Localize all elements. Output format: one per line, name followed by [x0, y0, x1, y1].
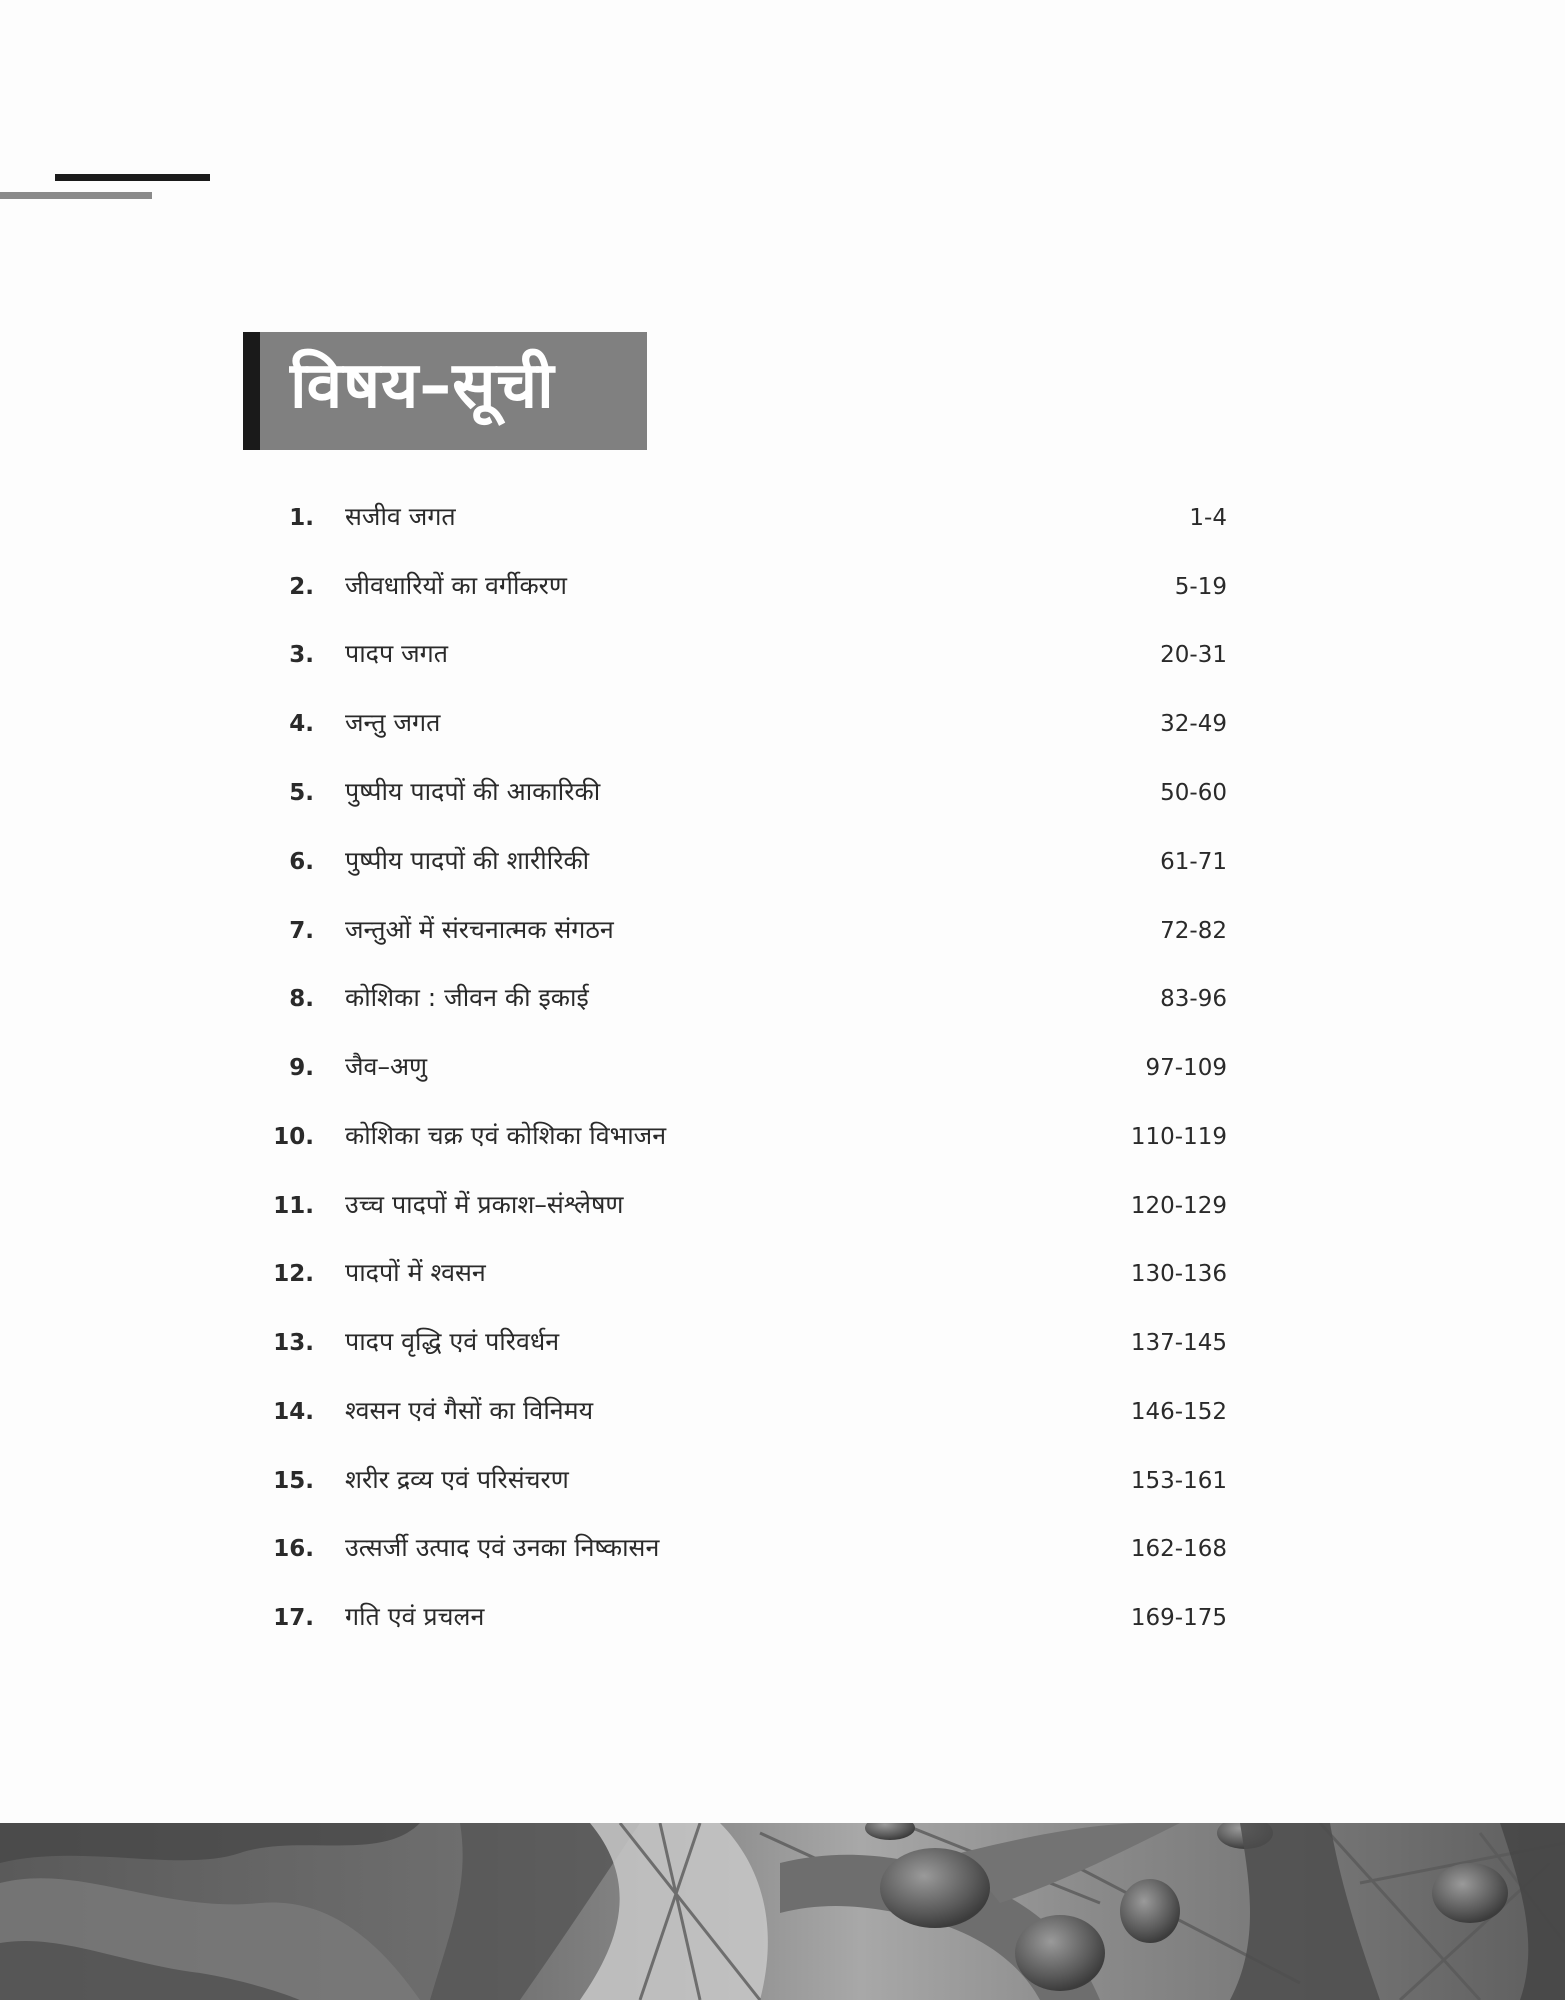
page-range: 50-60 [1160, 780, 1227, 806]
page-range: 137-145 [1130, 1330, 1227, 1356]
chapter-number: 16. [273, 1536, 314, 1562]
chapter-number: 4. [289, 711, 314, 737]
page-range: 61-71 [1160, 849, 1227, 875]
toc-row[interactable] [0, 501, 1565, 541]
chapter-number: 14. [273, 1399, 314, 1425]
chapter-title[interactable]: पादप वृद्धि एवं परिवर्धन [345, 1327, 560, 1356]
chapter-title[interactable]: पुष्पीय पादपों की आकारिकी [345, 777, 601, 806]
botanical-photo-icon [0, 1823, 1565, 2000]
toc-row[interactable] [0, 914, 1565, 954]
toc-row[interactable] [0, 1051, 1565, 1091]
page-range: 32-49 [1160, 711, 1227, 737]
chapter-number: 15. [273, 1468, 314, 1494]
page-title: विषय–सूची [290, 349, 555, 423]
toc-row[interactable] [0, 1189, 1565, 1229]
toc-row[interactable] [0, 776, 1565, 816]
chapter-number: 3. [289, 642, 314, 668]
title-box [243, 332, 647, 450]
chapter-number: 7. [289, 918, 314, 944]
chapter-number: 9. [289, 1055, 314, 1081]
chapter-title[interactable]: पुष्पीय पादपों की शारीरिकी [345, 846, 590, 875]
chapter-number: 10. [273, 1124, 314, 1150]
toc-row[interactable] [0, 1257, 1565, 1297]
page-range: 97-109 [1145, 1055, 1227, 1081]
chapter-number: 13. [273, 1330, 314, 1356]
page-range: 1-4 [1189, 505, 1227, 531]
chapter-title[interactable]: सजीव जगत [345, 502, 456, 531]
chapter-number: 5. [289, 780, 314, 806]
chapter-title[interactable]: उच्च पादपों में प्रकाश–संश्लेषण [345, 1190, 624, 1219]
page-range: 169-175 [1130, 1605, 1227, 1631]
chapter-title[interactable]: पादप जगत [345, 639, 448, 668]
chapter-title[interactable]: जैव–अणु [345, 1052, 428, 1081]
toc-row[interactable] [0, 707, 1565, 747]
chapter-title[interactable]: शरीर द्रव्य एवं परिसंचरण [345, 1465, 569, 1494]
page-range: 146-152 [1130, 1399, 1227, 1425]
chapter-title[interactable]: कोशिका चक्र एवं कोशिका विभाजन [345, 1121, 667, 1150]
chapter-title[interactable]: गति एवं प्रचलन [345, 1602, 485, 1631]
toc-row[interactable] [0, 845, 1565, 885]
page-range: 130-136 [1130, 1261, 1227, 1287]
top-rule-gray [0, 192, 152, 199]
toc-row[interactable] [0, 1120, 1565, 1160]
chapter-number: 6. [289, 849, 314, 875]
chapter-number: 11. [273, 1193, 314, 1219]
toc-row[interactable] [0, 1464, 1565, 1504]
chapter-title[interactable]: कोशिका : जीवन की इकाई [345, 983, 589, 1012]
toc-row[interactable] [0, 1326, 1565, 1366]
toc-row[interactable] [0, 570, 1565, 610]
page-range: 162-168 [1130, 1536, 1227, 1562]
page-range: 5-19 [1174, 574, 1227, 600]
toc-row[interactable] [0, 1395, 1565, 1435]
toc-row[interactable] [0, 982, 1565, 1022]
page-range: 20-31 [1160, 642, 1227, 668]
toc-row[interactable] [0, 1601, 1565, 1641]
top-rule-black [55, 174, 210, 181]
page-range: 110-119 [1130, 1124, 1227, 1150]
chapter-title[interactable]: उत्सर्जी उत्पाद एवं उनका निष्कासन [345, 1533, 660, 1562]
chapter-number: 12. [273, 1261, 314, 1287]
decorative-banner-image [0, 1823, 1565, 2000]
chapter-title[interactable]: जन्तु जगत [345, 708, 441, 737]
chapter-title[interactable]: श्वसन एवं गैसों का विनिमय [345, 1396, 594, 1425]
page-range: 83-96 [1160, 986, 1227, 1012]
chapter-title[interactable]: पादपों में श्वसन [345, 1258, 486, 1287]
chapter-number: 17. [273, 1605, 314, 1631]
chapter-number: 8. [289, 986, 314, 1012]
chapter-title[interactable]: जीवधारियों का वर्गीकरण [345, 571, 567, 600]
page-range: 120-129 [1130, 1193, 1227, 1219]
chapter-number: 2. [289, 574, 314, 600]
toc-row[interactable] [0, 1532, 1565, 1572]
chapter-title[interactable]: जन्तुओं में संरचनात्मक संगठन [345, 915, 614, 944]
toc-row[interactable] [0, 638, 1565, 678]
chapter-number: 1. [289, 505, 314, 531]
page-range: 72-82 [1160, 918, 1227, 944]
page-range: 153-161 [1130, 1468, 1227, 1494]
